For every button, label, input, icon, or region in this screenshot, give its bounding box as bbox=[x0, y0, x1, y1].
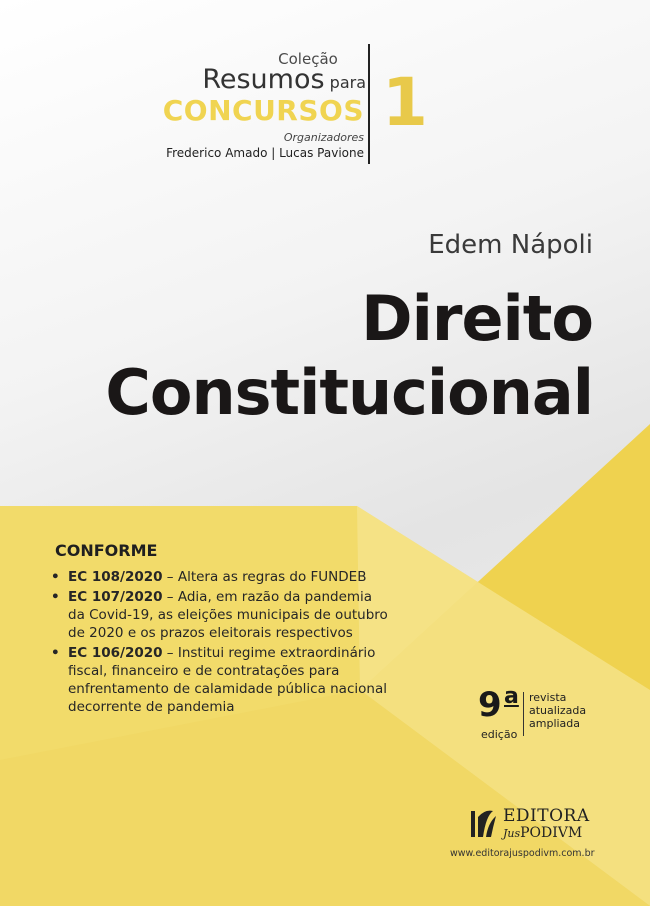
amendments-list bbox=[45, 568, 390, 718]
edition-divider bbox=[523, 692, 524, 736]
amendment-text: – Altera as regras do FUNDEB bbox=[162, 569, 367, 585]
edition-ordinal: a bbox=[504, 684, 519, 709]
amendment-text: – Adia, em razão da pandemia da Covid-19, as eleições municipais de outubro de 2020 e os prazos eleitorais respectivos bbox=[68, 589, 388, 641]
organizers-label: Organizadores bbox=[283, 131, 364, 144]
list-item bbox=[45, 644, 390, 716]
collection-divider bbox=[368, 44, 370, 164]
bullet-icon: • bbox=[51, 589, 60, 605]
conforme-heading: CONFORME bbox=[55, 541, 158, 560]
edition-label: edição bbox=[481, 728, 518, 741]
edition-word: atualizada bbox=[529, 704, 587, 717]
publisher-name-main: PODIVM bbox=[520, 825, 583, 841]
edition-descriptors bbox=[529, 691, 586, 730]
edition-word: revista bbox=[529, 691, 567, 704]
collection-prefix: Coleção bbox=[278, 50, 338, 68]
collection-word-concursos: CONCURSOS bbox=[162, 94, 364, 127]
book-title-line2: Constitucional bbox=[105, 356, 593, 429]
publisher-url: www.editorajuspodivm.com.br bbox=[450, 848, 595, 859]
amendment-code: EC 106/2020 bbox=[68, 645, 163, 661]
juspodivm-logo-icon bbox=[469, 807, 497, 839]
list-item bbox=[45, 588, 390, 642]
organizers-names: Frederico Amado | Lucas Pavione bbox=[166, 146, 364, 160]
amendment-code: EC 107/2020 bbox=[68, 589, 163, 605]
bullet-icon: • bbox=[51, 569, 60, 585]
volume-number: 1 bbox=[382, 64, 428, 141]
collection-word-resumos: Resumos bbox=[202, 64, 325, 95]
publisher-name-prefix: Jus bbox=[503, 827, 521, 840]
publisher-name-line2 bbox=[503, 825, 582, 841]
author-name: Edem Nápoli bbox=[428, 230, 593, 260]
list-item bbox=[45, 568, 390, 586]
publisher-name-line1: EDITORA bbox=[503, 806, 590, 826]
collection-name bbox=[170, 64, 366, 95]
bullet-icon: • bbox=[51, 645, 60, 661]
amendment-text: – Institui regime extraordinário fiscal, financeiro e de contratações para enfrentamento de calamidade pública nacional decorrente de pandemia bbox=[68, 645, 387, 715]
book-title-line1: Direito bbox=[361, 282, 593, 355]
edition-number: 9 bbox=[478, 685, 502, 725]
collection-word-para: para bbox=[329, 73, 366, 92]
edition-word: ampliada bbox=[529, 717, 581, 730]
amendment-code: EC 108/2020 bbox=[68, 569, 163, 585]
